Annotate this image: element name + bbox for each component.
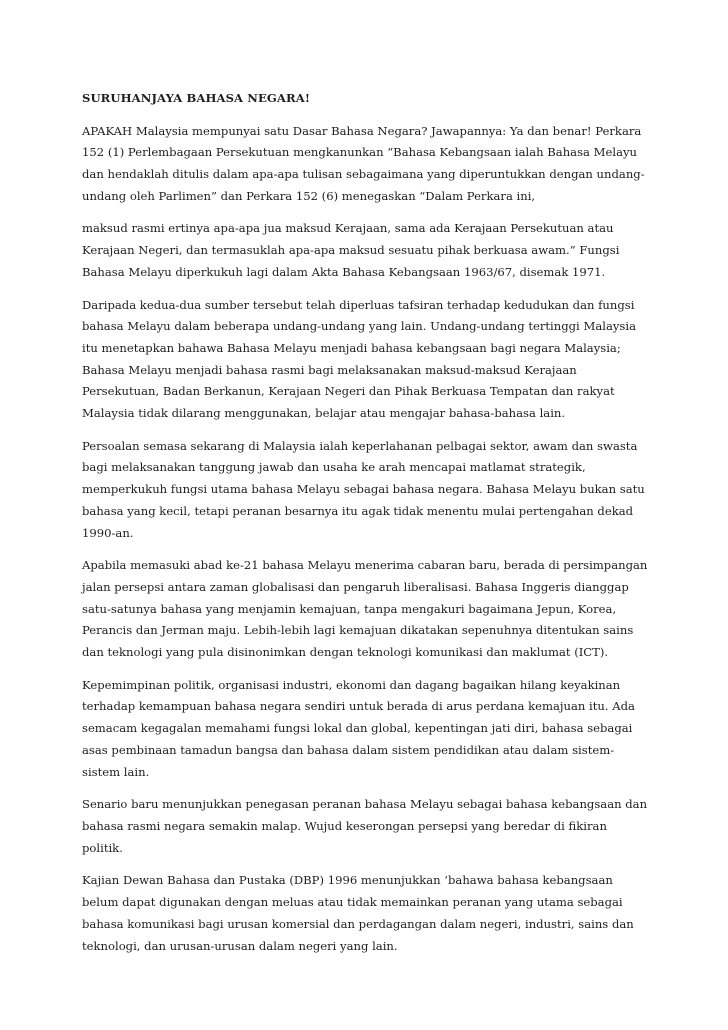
document-page — [82, 88, 648, 968]
paragraph-2: maksud rasmi ertinya apa-apa jua maksud Kerajaan, sama ada Kerajaan Persekutuan atau Kerajaan Negeri, dan termasuklah apa-apa maksud sesuatu pihak berkuasa awam.” Fungsi Bahasa Melayu diperkukuh lagi dalam Akta Bahasa Kebangsaan 1963/67, disemak 1971. — [82, 221, 620, 279]
paragraph-5: Apabila memasuki abad ke-21 bahasa Melayu menerima cabaran baru, berada di persimpangan jalan persepsi antara zaman globalisasi dan pengaruh liberalisasi. Bahasa Inggeris dianggap satu-satunya bahasa yang menjamin kemajuan, tanpa mengakuri bagaimana Jepun, Korea, Perancis dan Jerman maju. Lebih-lebih lagi kemajuan dikatakan sepenuhnya ditentukan sains dan teknologi yang pula disinonimkan dengan teknologi komunikasi dan maklumat (ICT). — [82, 558, 648, 660]
paragraph-7: Senario baru menunjukkan penegasan peranan bahasa Melayu sebagai bahasa kebangsaan dan bahasa rasmi negara semakin malap. Wujud keserongan persepsi yang beredar di fikiran politik. — [82, 797, 648, 855]
document-title: SURUHANJAYA BAHASA NEGARA! — [82, 91, 311, 105]
paragraph-4: Persoalan semasa sekarang di Malaysia ialah keperlahanan pelbagai sektor, awam dan swasta bagi melaksanakan tanggung jawab dan usaha ke arah mencapai matlamat strategik, memperkukuh fungsi utama bahasa Melayu sebagai bahasa negara. Bahasa Melayu bukan satu bahasa yang kecil, tetapi peranan besarnya itu agak tidak menentu mulai pertengahan dekad 1990-an. — [82, 438, 645, 540]
paragraph-3: Daripada kedua-dua sumber tersebut telah diperluas tafsiran terhadap kedudukan dan fungsi bahasa Melayu dalam beberapa undang-undang yang lain. Undang-undang tertinggi Malaysia itu menetapkan bahawa Bahasa Melayu menjadi bahasa kebangsaan bagi negara Malaysia; Bahasa Melayu menjadi bahasa rasmi bagi melaksanakan maksud-maksud Kerajaan Persekutuan, Badan Berkanun, Kerajaan Negeri dan Pihak Berkuasa Tempatan dan rakyat Malaysia tidak dilarang menggunakan, belajar atau mengajar bahasa-bahasa lain. — [82, 297, 636, 421]
paragraph-1: APAKAH Malaysia mempunyai satu Dasar Bahasa Negara? Jawapannya: Ya dan benar! Perkara 152 (1) Perlembagaan Persekutuan mengkanunkan “Bahasa Kebangsaan ialah Bahasa Melayu dan hendaklah ditulis dalam apa-apa tulisan sebagaimana yang diperuntukkan dengan undang-undang oleh Parlimen” dan Perkara 152 (6) menegaskan “Dalam Perkara ini, — [82, 123, 645, 203]
paragraph-8: Kajian Dewan Bahasa dan Pustaka (DBP) 1996 menunjukkan ‘bahawa bahasa kebangsaan belum dapat digunakan dengan meluas atau tidak memainkan peranan yang utama sebagai bahasa komunikasi bagi urusan komersial dan perdagangan dalam negeri, industri, sains dan teknologi, dan urusan-urusan dalam negeri yang lain. — [82, 873, 634, 953]
paragraph-6: Kepemimpinan politik, organisasi industri, ekonomi dan dagang bagaikan hilang keyakinan terhadap kemampuan bahasa negara sendiri untuk berada di arus perdana kemajuan itu. Ada semacam kegagalan memahami fungsi lokal dan global, kepentingan jati diri, bahasa sebagai asas pembinaan tamadun bangsa dan bahasa dalam sistem pendidikan atau dalam sistem-sistem lain. — [82, 677, 635, 779]
